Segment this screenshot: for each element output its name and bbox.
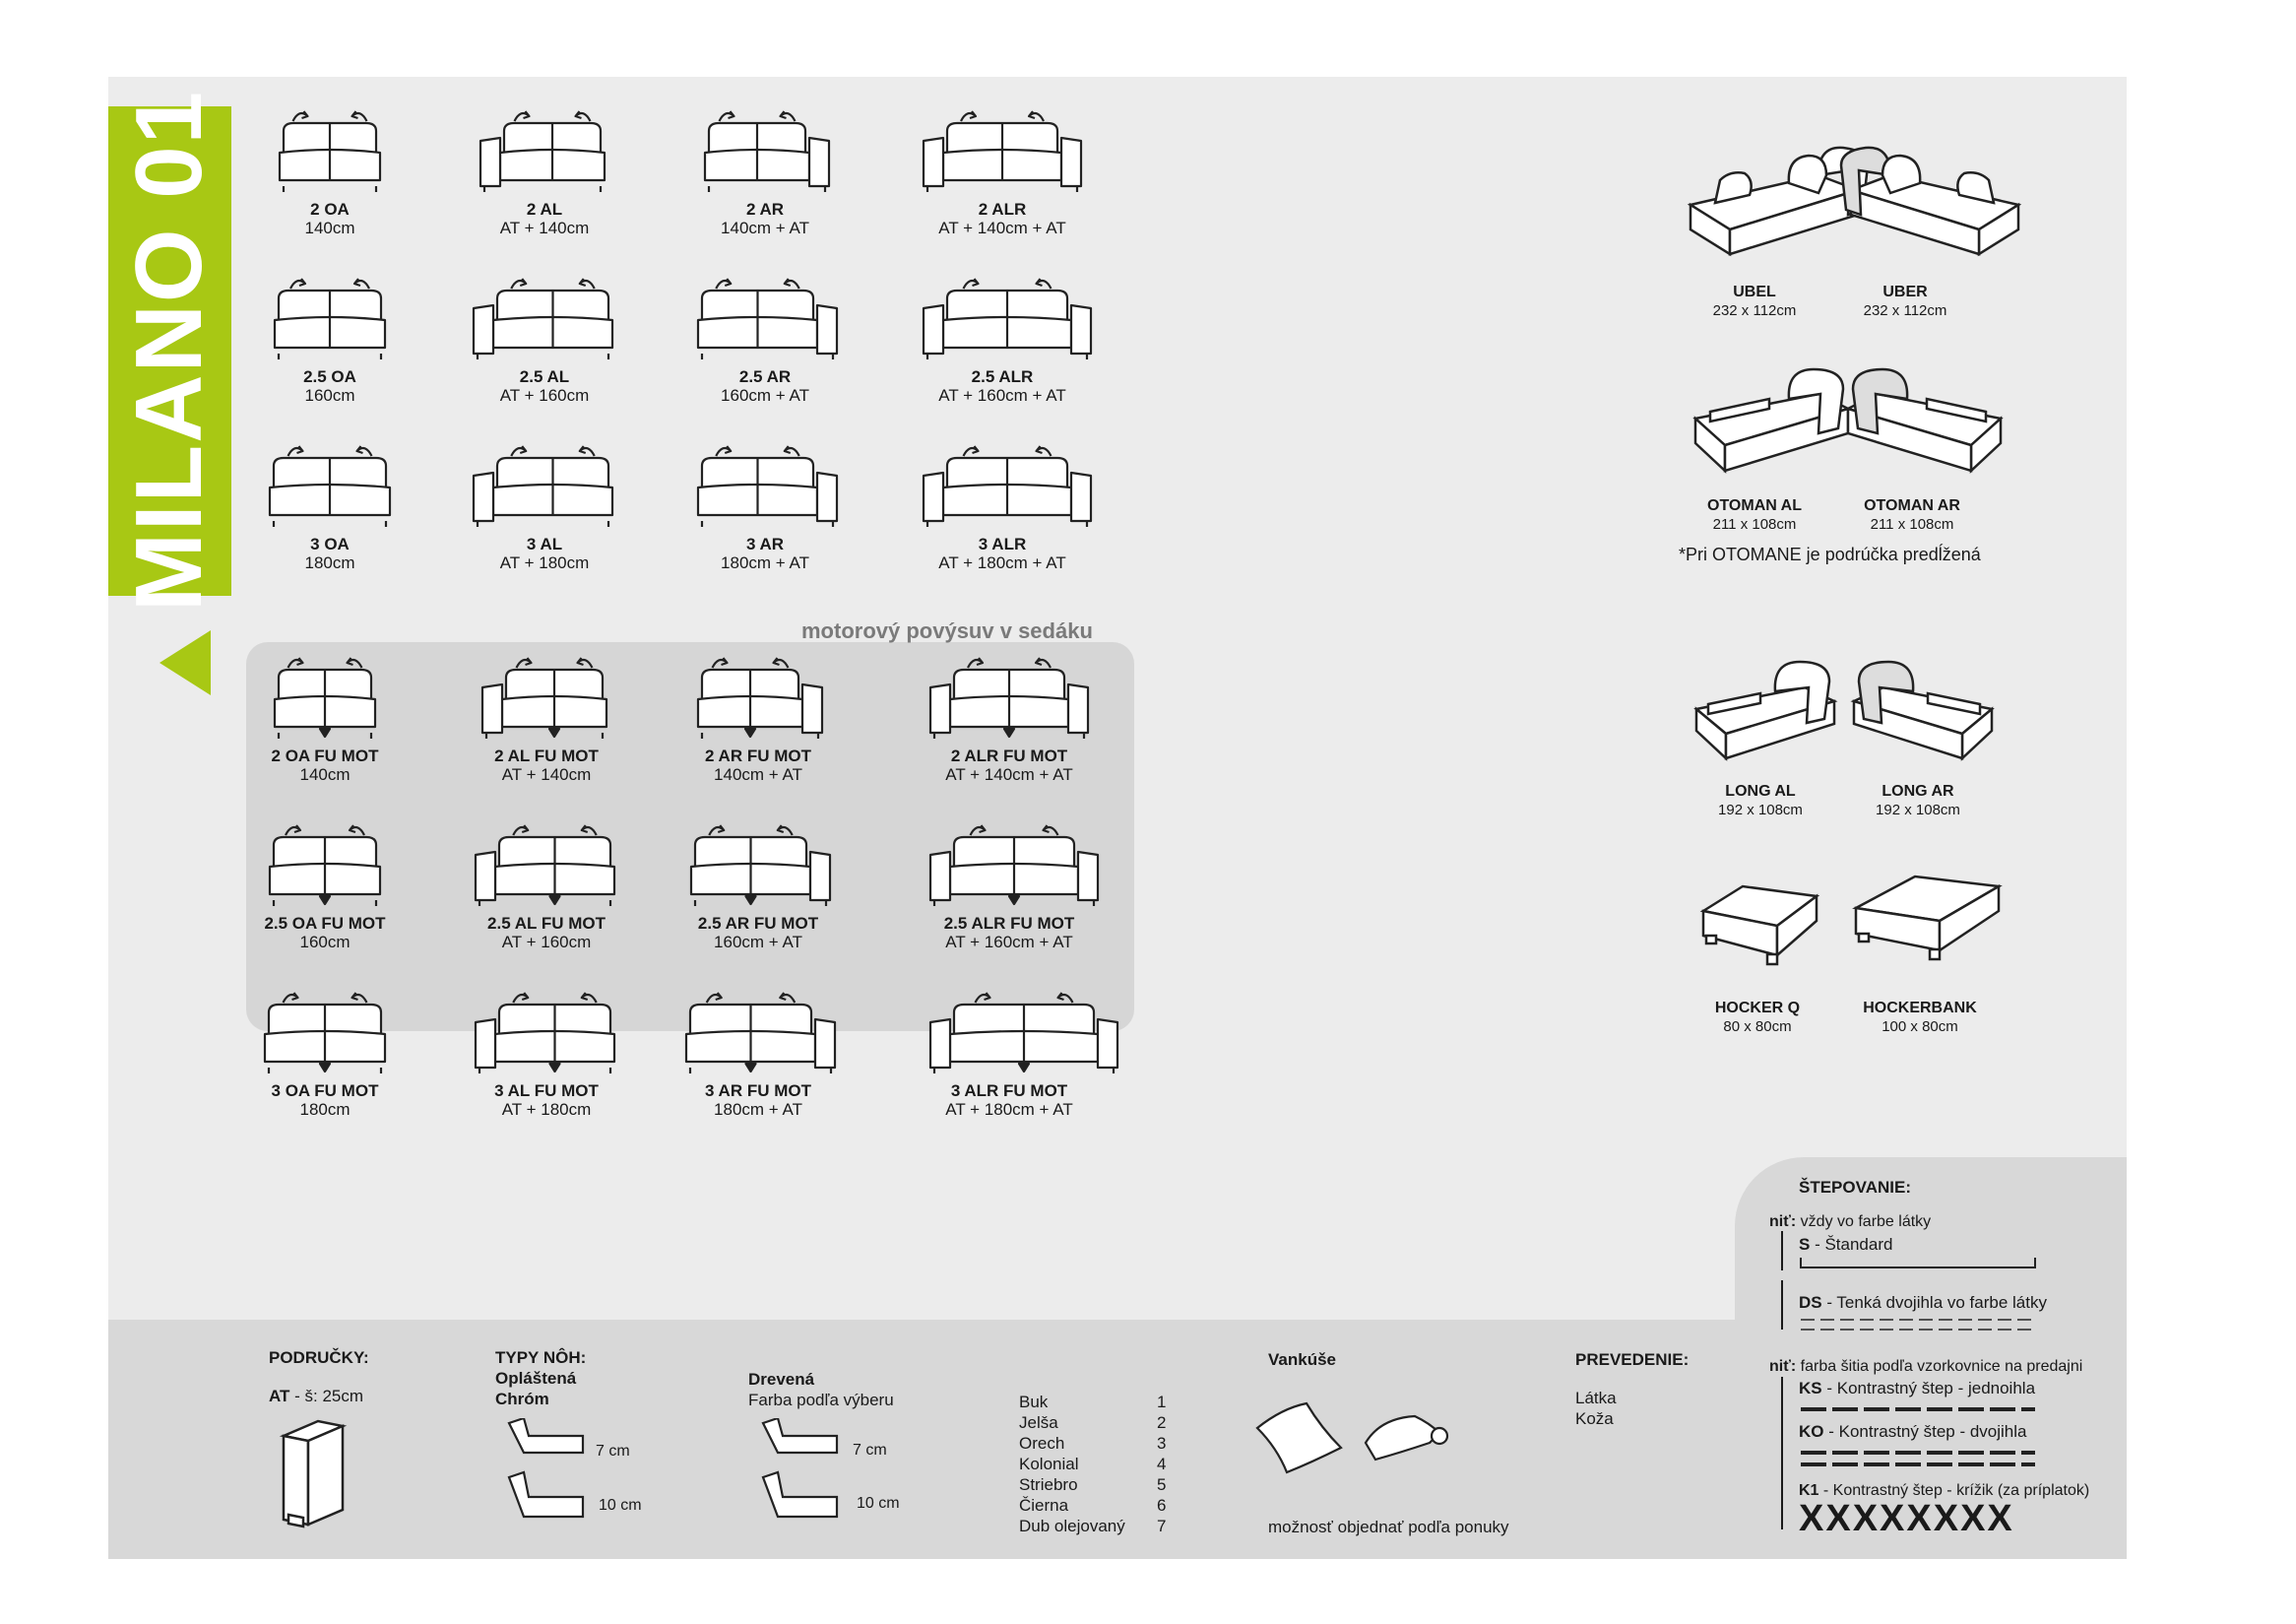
module-label: 2.5 AR bbox=[738, 367, 792, 386]
sofa-icon bbox=[464, 438, 626, 531]
module-dim: AT + 140cm bbox=[501, 765, 592, 784]
sofa-icon bbox=[464, 271, 626, 363]
otoman-note: *Pri OTOMANE je podrúčka predĺžená bbox=[1679, 545, 1981, 564]
module-dim: AT + 160cm bbox=[501, 933, 592, 951]
sofa-icon bbox=[684, 438, 847, 531]
armrest-text: - š: 25cm bbox=[289, 1387, 364, 1405]
item-dim: 192 x 108cm bbox=[1876, 802, 1960, 818]
module-dim: 140cm bbox=[299, 765, 351, 784]
stitch-text: - Kontrastný štep - dvojihla bbox=[1823, 1422, 2027, 1441]
legs-sub1: Opláštená bbox=[495, 1369, 577, 1388]
wood-number: 3 bbox=[1157, 1434, 1167, 1453]
sofa-icon bbox=[672, 985, 845, 1077]
otoman-al bbox=[1671, 355, 1838, 534]
sofa-icon bbox=[261, 271, 399, 363]
sofa-module bbox=[921, 817, 1098, 951]
module-label: 2.5 AL bbox=[519, 367, 570, 386]
corner-sofa-icon bbox=[1821, 136, 2038, 274]
stitch-ds-sample bbox=[1799, 1316, 2040, 1335]
otoman-icon bbox=[1828, 355, 2025, 487]
wood-name: Buk bbox=[1019, 1393, 1049, 1411]
module-dim: 180cm + AT bbox=[721, 553, 809, 572]
legs-title: TYPY NÔH: bbox=[495, 1348, 587, 1367]
module-dim: 180cm + AT bbox=[714, 1100, 802, 1119]
sofa-module bbox=[456, 271, 633, 405]
thread-label: niť: bbox=[1769, 1213, 1797, 1230]
item-label: LONG AR bbox=[1881, 783, 1954, 800]
module-dim: 160cm bbox=[304, 386, 355, 405]
sofa-icon bbox=[466, 985, 628, 1077]
long-ar bbox=[1834, 650, 2002, 819]
thread-note-1 bbox=[1769, 1212, 1931, 1231]
module-dim: AT + 160cm + AT bbox=[945, 933, 1073, 951]
hocker-q bbox=[1674, 872, 1841, 1036]
module-dim: AT + 140cm bbox=[499, 219, 590, 237]
bracket-line bbox=[1781, 1377, 1783, 1529]
sofa-module bbox=[914, 438, 1091, 572]
item-label: HOCKERBANK bbox=[1863, 1000, 1977, 1016]
module-label: 2 AL bbox=[526, 200, 563, 219]
sofa-module bbox=[236, 817, 414, 951]
module-label: 2.5 AL FU MOT bbox=[487, 914, 606, 933]
thread-text: farba šitia podľa vzorkovnice na predajni bbox=[1796, 1358, 2083, 1375]
module-dim: AT + 180cm bbox=[499, 553, 590, 572]
leg-10cm: 10 cm bbox=[599, 1497, 642, 1514]
stitching-title: ŠTEPOVANIE: bbox=[1799, 1178, 1911, 1197]
stitch-code: K1 bbox=[1799, 1482, 1819, 1499]
armrest-at-line bbox=[269, 1386, 369, 1406]
module-dim: AT + 180cm + AT bbox=[938, 553, 1066, 572]
module-label: 2 OA bbox=[310, 200, 350, 219]
wood-10cm: 10 cm bbox=[857, 1495, 900, 1512]
execution-section bbox=[1575, 1349, 1689, 1429]
stitch-k1-sample: XXXXXXXX bbox=[1799, 1498, 2014, 1539]
item-label: OTOMAN AR bbox=[1864, 497, 1960, 514]
sofa-module bbox=[456, 103, 633, 237]
item-dim: 211 x 108cm bbox=[1712, 516, 1797, 533]
wood-title: Drevená bbox=[748, 1370, 815, 1389]
sofa-icon bbox=[466, 817, 628, 910]
legs-sub2: Chróm bbox=[495, 1390, 549, 1408]
module-label: 3 AL FU MOT bbox=[494, 1081, 599, 1100]
product-title: MILANO 01 bbox=[116, 89, 222, 613]
sofa-module bbox=[458, 650, 635, 784]
module-label: 2.5 ALR bbox=[971, 367, 1034, 386]
hockerbank-icon bbox=[1836, 857, 2013, 990]
sofa-module bbox=[921, 650, 1098, 784]
module-dim: 180cm bbox=[299, 1100, 351, 1119]
wood-option bbox=[1019, 1516, 1167, 1536]
item-dim: 232 x 112cm bbox=[1712, 302, 1797, 319]
module-dim: AT + 160cm bbox=[499, 386, 590, 405]
module-label: 3 OA bbox=[310, 535, 350, 553]
item-label: OTOMAN AL bbox=[1707, 497, 1802, 514]
wood-color-list bbox=[1019, 1392, 1167, 1536]
otoman-ar bbox=[1828, 355, 1996, 534]
thread-label: niť: bbox=[1769, 1358, 1797, 1375]
module-label: 2.5 ALR FU MOT bbox=[943, 914, 1075, 933]
sofa-icon bbox=[677, 817, 840, 910]
module-dim: AT + 180cm bbox=[501, 1100, 592, 1119]
item-label: LONG AL bbox=[1725, 783, 1796, 800]
module-label: 2.5 OA FU MOT bbox=[264, 914, 386, 933]
sofa-module bbox=[670, 985, 847, 1119]
stitch-ko bbox=[1799, 1422, 2026, 1441]
sofa-icon bbox=[914, 271, 1101, 363]
module-label: 2 AR bbox=[745, 200, 785, 219]
wood-number: 2 bbox=[1157, 1413, 1167, 1432]
thread-text: vždy vo farbe látky bbox=[1796, 1213, 1932, 1230]
armrest-icon bbox=[269, 1416, 357, 1534]
module-dim: 180cm bbox=[304, 553, 355, 572]
wood-number: 5 bbox=[1157, 1475, 1167, 1494]
motor-note: motorový povýsuv v sedáku bbox=[801, 618, 1093, 643]
sofa-icon bbox=[684, 271, 847, 363]
wood-name: Kolonial bbox=[1019, 1455, 1079, 1473]
corner-sofa-uber bbox=[1821, 136, 1989, 320]
leg-chrome-icon bbox=[504, 1418, 593, 1536]
wood-option bbox=[1019, 1412, 1167, 1433]
module-label: 3 AL bbox=[526, 535, 563, 553]
item-label: HOCKER Q bbox=[1714, 1000, 1801, 1016]
armrests-section bbox=[269, 1347, 369, 1539]
legs-section bbox=[495, 1347, 586, 1409]
sofa-icon bbox=[256, 438, 404, 531]
sofa-module bbox=[914, 103, 1091, 237]
corner-sofa-ubel bbox=[1671, 136, 1838, 320]
sofa-icon bbox=[256, 817, 394, 910]
module-label: 3 OA FU MOT bbox=[271, 1081, 379, 1100]
sofa-icon bbox=[684, 650, 832, 743]
wood-name: Orech bbox=[1019, 1434, 1065, 1453]
wood-option bbox=[1019, 1495, 1167, 1516]
module-label: 2 AL FU MOT bbox=[494, 747, 599, 765]
wood-number: 4 bbox=[1157, 1455, 1167, 1473]
module-dim: 140cm bbox=[304, 219, 355, 237]
sofa-module bbox=[670, 817, 847, 951]
sofa-module bbox=[921, 985, 1098, 1119]
module-dim: AT + 140cm + AT bbox=[938, 219, 1066, 237]
item-dim: 192 x 108cm bbox=[1718, 802, 1803, 818]
wood-number: 7 bbox=[1157, 1517, 1167, 1535]
sofa-icon bbox=[473, 650, 620, 743]
module-dim: AT + 180cm + AT bbox=[945, 1100, 1073, 1119]
sofa-icon bbox=[914, 438, 1101, 531]
sofa-icon bbox=[921, 817, 1108, 910]
sofa-module bbox=[458, 985, 635, 1119]
sofa-module bbox=[241, 438, 418, 572]
sofa-icon bbox=[914, 103, 1091, 196]
cushions-title: Vankúše bbox=[1268, 1350, 1336, 1369]
wood-number: 6 bbox=[1157, 1496, 1167, 1515]
sofa-icon bbox=[471, 103, 618, 196]
execution-option: Koža bbox=[1575, 1409, 1614, 1428]
execution-option: Látka bbox=[1575, 1389, 1617, 1407]
wood-7cm: 7 cm bbox=[853, 1442, 887, 1459]
wood-option bbox=[1019, 1454, 1167, 1474]
module-dim: AT + 160cm + AT bbox=[938, 386, 1066, 405]
stitch-text: - Kontrastný štep - jednoihla bbox=[1821, 1379, 2036, 1397]
module-label: 2.5 AR FU MOT bbox=[697, 914, 819, 933]
armrests-title: PODRUČKY: bbox=[269, 1348, 369, 1367]
item-dim: 100 x 80cm bbox=[1881, 1018, 1958, 1035]
leg-7cm: 7 cm bbox=[596, 1443, 630, 1460]
wood-option bbox=[1019, 1433, 1167, 1454]
pointer-triangle-icon bbox=[159, 630, 211, 695]
stitch-code: KO bbox=[1799, 1422, 1824, 1441]
stitch-ko-sample bbox=[1799, 1448, 2040, 1471]
sofa-module bbox=[676, 438, 854, 572]
wood-name: Dub olejovaný bbox=[1019, 1517, 1125, 1535]
leg-wood-icon bbox=[758, 1418, 847, 1536]
sofa-icon bbox=[266, 103, 394, 196]
sofa-icon bbox=[921, 985, 1127, 1077]
sofa-icon bbox=[261, 650, 389, 743]
module-label: 3 ALR FU MOT bbox=[950, 1081, 1068, 1100]
sofa-module bbox=[236, 650, 414, 784]
stitch-s-sample bbox=[1799, 1256, 2040, 1271]
cushion-icon bbox=[1252, 1398, 1459, 1482]
module-label: 2 AR FU MOT bbox=[705, 747, 811, 765]
sofa-module bbox=[676, 103, 854, 237]
execution-title: PREVEDENIE: bbox=[1575, 1350, 1690, 1369]
wood-name: Striebro bbox=[1019, 1475, 1078, 1494]
sofa-icon bbox=[921, 650, 1098, 743]
module-dim: 140cm + AT bbox=[721, 219, 809, 237]
wood-sub: Farba podľa výberu bbox=[748, 1391, 894, 1409]
long-al bbox=[1677, 650, 1844, 819]
module-dim: 160cm bbox=[299, 933, 351, 951]
wood-option bbox=[1019, 1474, 1167, 1495]
bracket-line bbox=[1781, 1231, 1783, 1270]
module-dim: 160cm + AT bbox=[714, 933, 802, 951]
armrest-code: AT bbox=[269, 1387, 290, 1405]
sofa-module bbox=[676, 271, 854, 405]
module-dim: 160cm + AT bbox=[721, 386, 809, 405]
stitch-ds bbox=[1799, 1293, 2047, 1312]
thread-note-2 bbox=[1769, 1357, 2082, 1376]
stitch-text: - Tenká dvojihla vo farbe látky bbox=[1821, 1293, 2047, 1312]
module-label: 3 AR bbox=[745, 535, 785, 553]
sofa-module bbox=[241, 271, 418, 405]
item-dim: 211 x 108cm bbox=[1870, 516, 1954, 533]
cushions-note: možnosť objednať podľa ponuky bbox=[1268, 1518, 1509, 1536]
stitch-code: S bbox=[1799, 1235, 1811, 1254]
wood-name: Jelša bbox=[1019, 1413, 1058, 1432]
stitch-text: - Štandard bbox=[1810, 1235, 1893, 1254]
sofa-module bbox=[458, 817, 635, 951]
module-label: 2 ALR bbox=[978, 200, 1027, 219]
item-dim: 232 x 112cm bbox=[1863, 302, 1947, 319]
item-label: UBEL bbox=[1733, 284, 1776, 300]
hocker-icon bbox=[1679, 872, 1836, 990]
sofa-module bbox=[670, 650, 847, 784]
stitch-ks bbox=[1799, 1379, 2035, 1397]
long-sofa-icon bbox=[1834, 650, 2011, 773]
long-sofa-icon bbox=[1677, 650, 1854, 773]
sofa-module bbox=[236, 985, 414, 1119]
wood-name: Čierna bbox=[1019, 1496, 1069, 1515]
stitch-code: KS bbox=[1799, 1379, 1822, 1397]
bracket-line bbox=[1781, 1280, 1783, 1330]
wood-section bbox=[748, 1369, 894, 1410]
sofa-icon bbox=[251, 985, 399, 1077]
wood-number: 1 bbox=[1157, 1393, 1167, 1411]
stitch-s bbox=[1799, 1235, 1892, 1254]
module-label: 3 AR FU MOT bbox=[705, 1081, 811, 1100]
sofa-module bbox=[914, 271, 1091, 405]
module-dim: AT + 140cm + AT bbox=[945, 765, 1073, 784]
hockerbank bbox=[1836, 857, 2004, 1036]
sofa-module bbox=[241, 103, 418, 237]
stitch-ks-sample bbox=[1799, 1403, 2040, 1415]
sofa-module bbox=[456, 438, 633, 572]
module-label: 3 ALR bbox=[978, 535, 1027, 553]
sofa-icon bbox=[691, 103, 839, 196]
module-label: 2 ALR FU MOT bbox=[950, 747, 1068, 765]
stitch-code: DS bbox=[1799, 1293, 1822, 1312]
module-dim: 140cm + AT bbox=[714, 765, 802, 784]
module-label: 2.5 OA bbox=[303, 367, 356, 386]
wood-option bbox=[1019, 1392, 1167, 1412]
stitch-text: - Kontrastný štep - krížik (za príplatok) bbox=[1818, 1482, 2090, 1499]
item-dim: 80 x 80cm bbox=[1723, 1018, 1792, 1035]
item-label: UBER bbox=[1882, 284, 1928, 300]
module-label: 2 OA FU MOT bbox=[271, 747, 379, 765]
